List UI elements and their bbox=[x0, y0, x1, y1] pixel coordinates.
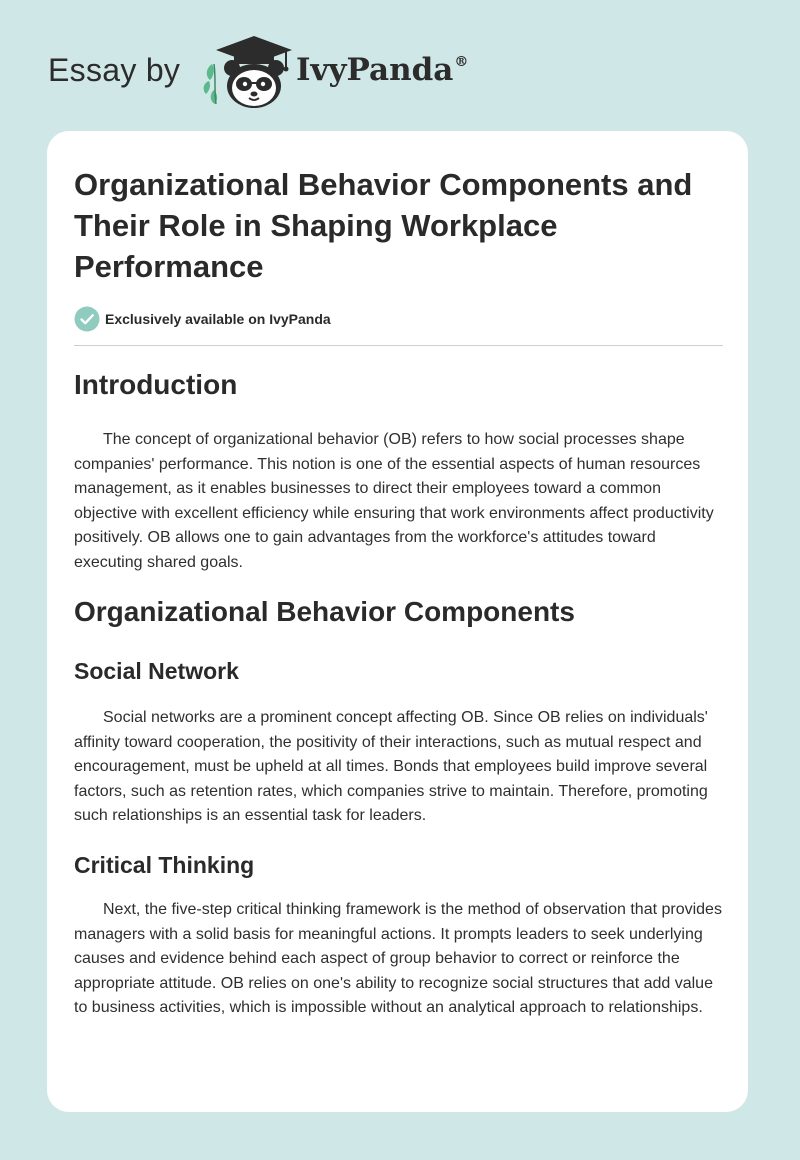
paragraph-introduction: The concept of organizational behavior (OB) refers to how social processes shape companies' performance. This notion is one of the essential aspects of human resources management, as it enables businesses to direct their employees toward a common objective with excellent efficiency while ensuring that work environments affect productivity positively. OB allows one to gain advantages from the workforce's attitudes toward executing shared goals. bbox=[74, 431, 714, 571]
divider bbox=[74, 345, 723, 346]
exclusive-badge-text: Exclusively available on IvyPanda bbox=[105, 311, 331, 327]
essay-title: Organizational Behavior Components and Their Role in Shaping Workplace Performance bbox=[74, 167, 693, 284]
subsection-heading-critical-thinking: Critical Thinking bbox=[74, 852, 255, 878]
site-header bbox=[0, 0, 800, 130]
check-circle-icon bbox=[74, 306, 100, 332]
section-heading-introduction: Introduction bbox=[74, 369, 238, 400]
subsection-heading-social-network: Social Network bbox=[74, 658, 239, 684]
registered-mark: ® bbox=[454, 54, 469, 70]
paragraph-social-network: Social networks are a prominent concept affecting OB. Since OB relies on individuals' affinity toward cooperation, the positivity of their interactions, such as mutual respect and encouragement, must be upheld at all times. Bonds that employees build improve several factors, such as retention rates, which companies strive to maintain. Therefore, promoting such relationships is an essential task for leaders. bbox=[74, 709, 708, 825]
essay-by-label: Essay by bbox=[48, 52, 181, 88]
section-heading-ob-components: Organizational Behavior Components bbox=[74, 596, 575, 627]
paragraph-critical-thinking: Next, the five-step critical thinking framework is the method of observation that provides managers with a solid basis for meaningful actions. It prompts leaders to seek underlying causes and evidence behind each aspect of group behavior to correct or reinforce the appropriate attitude. OB relies on one's ability to recognize social structures that add value to business activities, which is impossible without an analytical approach to relationships. bbox=[74, 901, 722, 1017]
panda-graduate-icon[interactable] bbox=[200, 34, 294, 110]
essay-card bbox=[47, 131, 748, 1112]
brand-name[interactable]: IvyPanda® bbox=[296, 52, 469, 88]
exclusive-badge bbox=[74, 306, 331, 332]
